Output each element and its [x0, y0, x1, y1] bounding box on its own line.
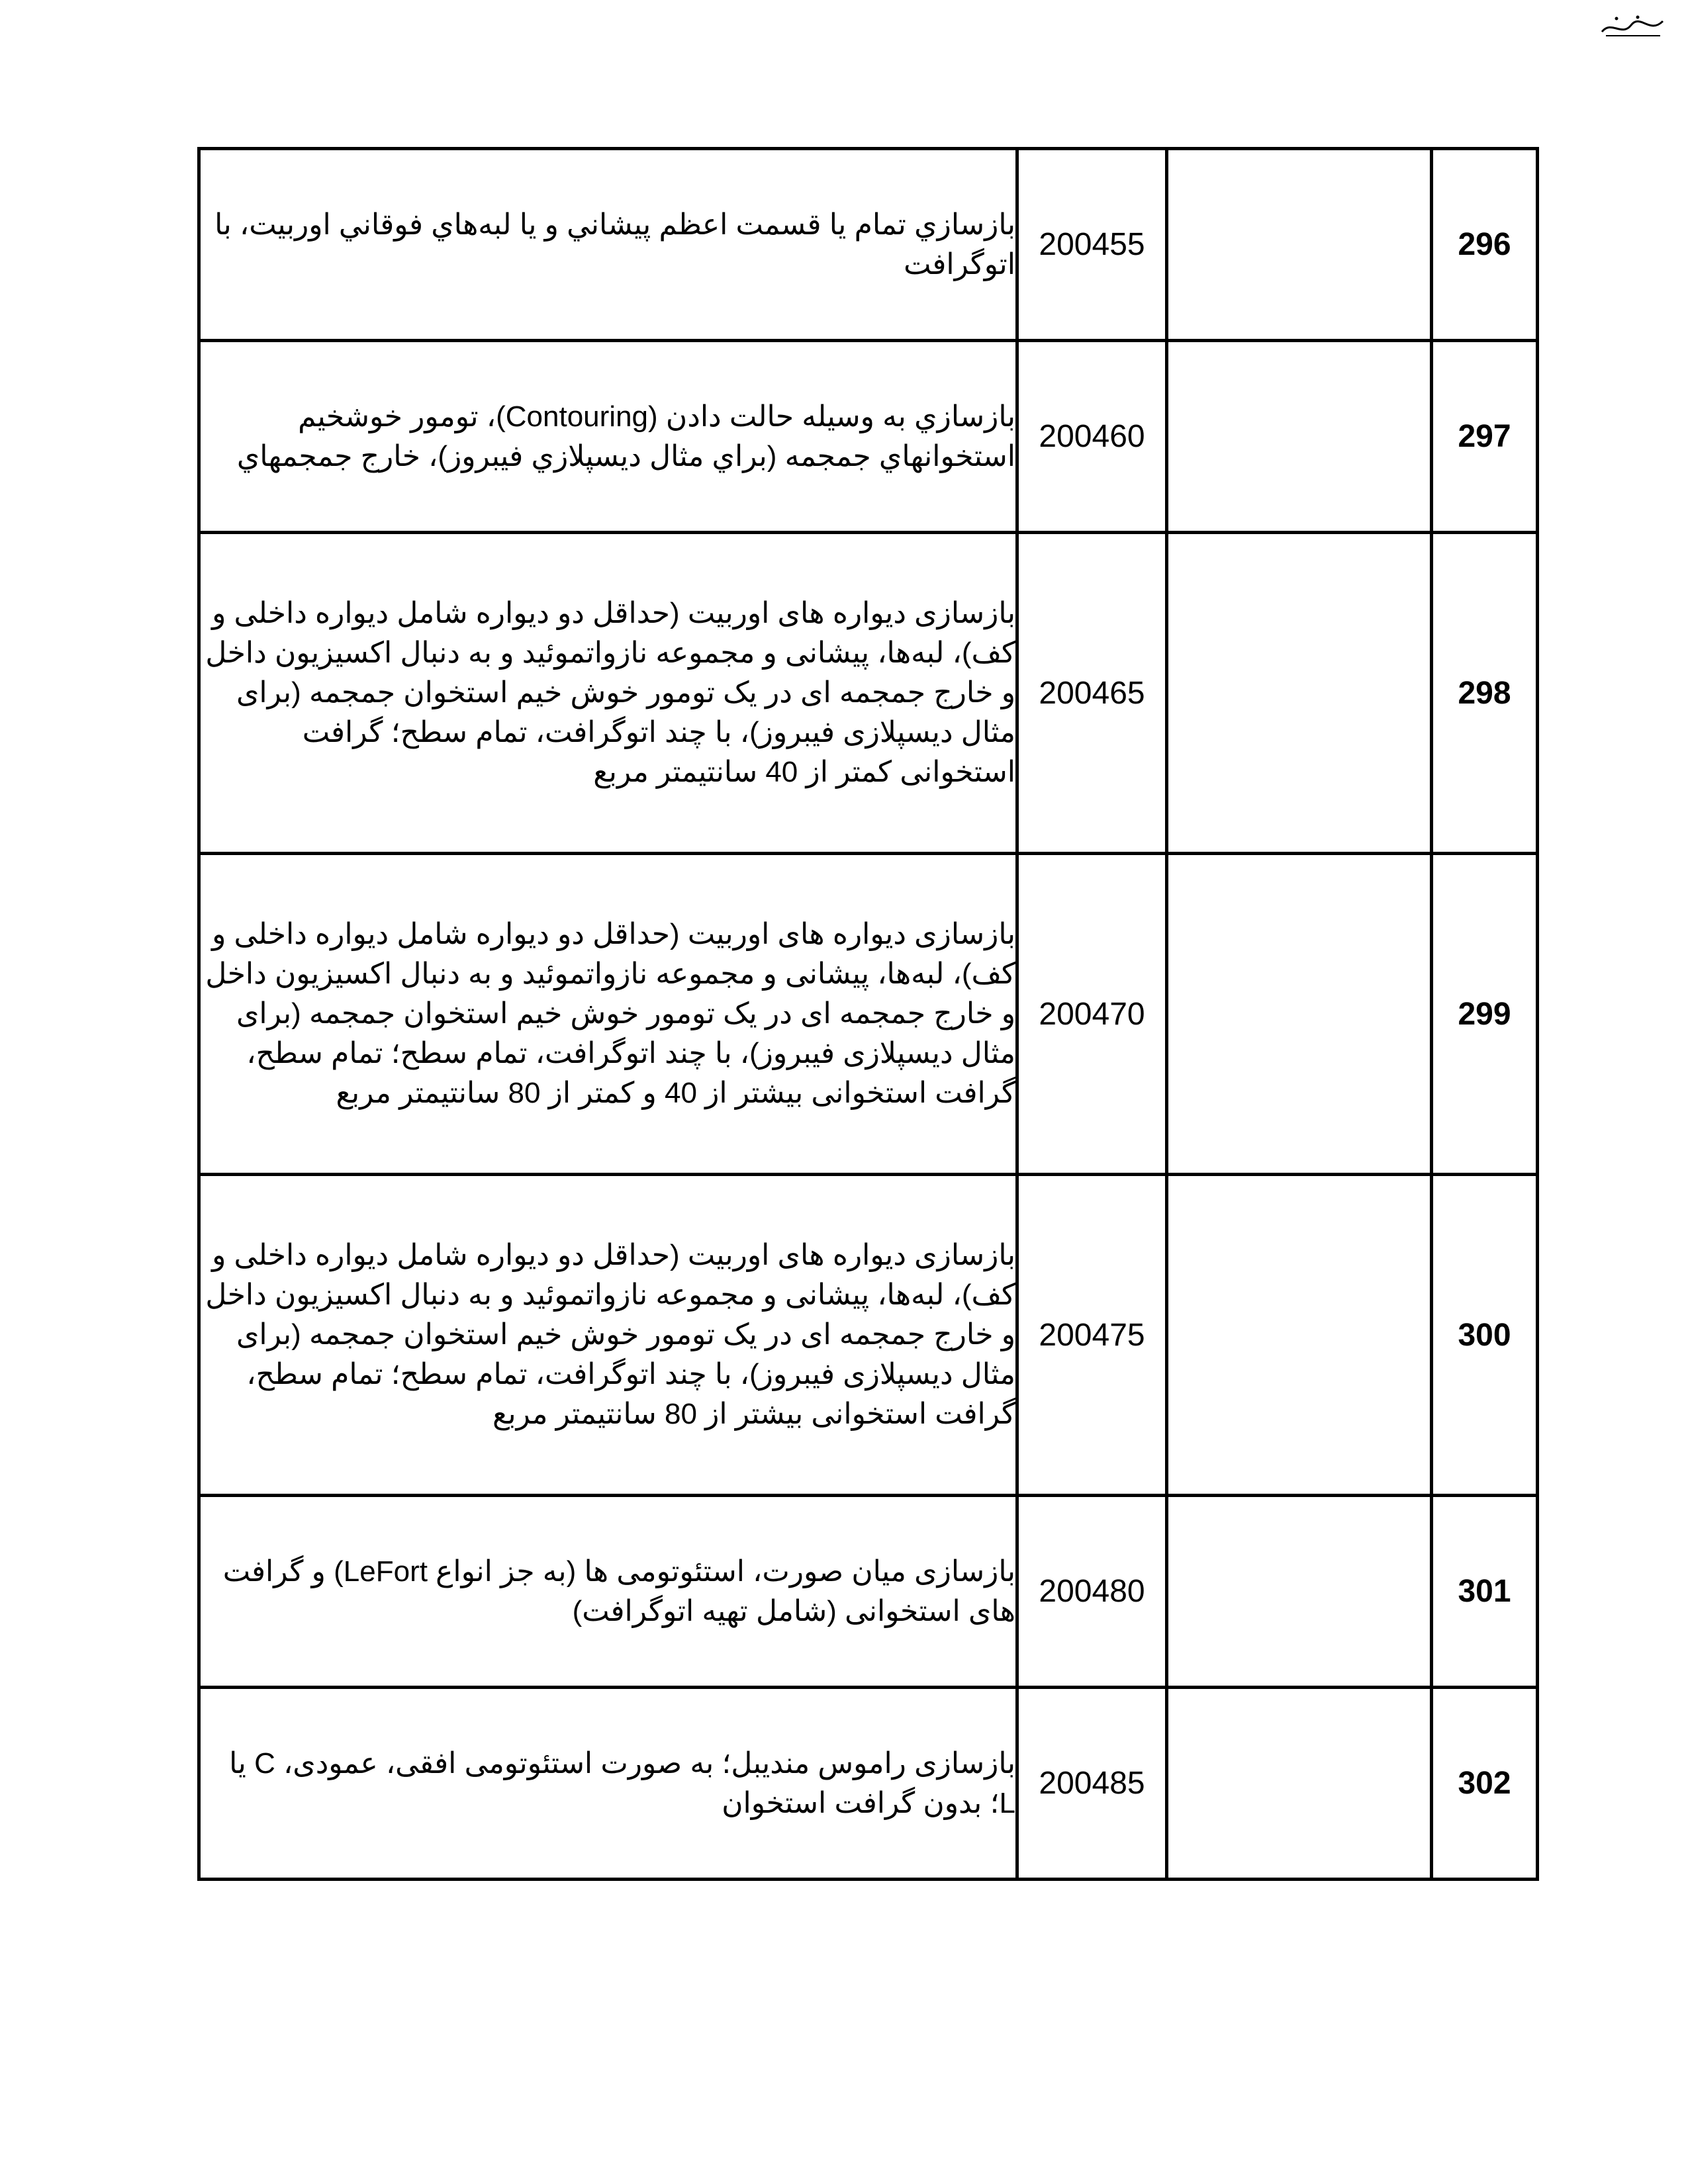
- empty-cell: [1167, 1688, 1432, 1880]
- empty-cell: [1167, 149, 1432, 341]
- table-row: [199, 1496, 1538, 1688]
- service-code: 200480: [1017, 1496, 1167, 1688]
- row-number: 302: [1432, 1688, 1538, 1880]
- service-code: 200470: [1017, 854, 1167, 1175]
- table-row: [199, 854, 1538, 1175]
- service-code: 200455: [1017, 149, 1167, 341]
- service-description: بازسازی میان صورت، استئوتومی ها (به جز انواع LeFort) و گرافت های استخوانی (شامل تهیه اتوگرافت): [199, 1496, 1017, 1688]
- table-row: [199, 149, 1538, 341]
- service-description: بازسازی راموس مندیبل؛ به صورت استئوتومی افقی، عمودی، C یا L؛ بدون گرافت استخوان: [199, 1688, 1017, 1880]
- empty-cell: [1167, 854, 1432, 1175]
- service-description: بازسازی دیواره های اوربیت (حداقل دو دیواره شامل دیواره داخلی و کف)، لبه‌ها، پیشانی و مجموعه نازواتموئید و به دنبال اکسیزیون داخل و خارج جمجمه ای در یک تومور خوش خیم استخوان جمجمه (برای مثال دیسپلازی فیبروز)، با چند اتوگرافت، تمام سطح؛ تمام سطح، گرافت استخوانی بیشتر از 80 سانتیمتر مربع: [199, 1175, 1017, 1496]
- empty-cell: [1167, 341, 1432, 533]
- service-code: 200475: [1017, 1175, 1167, 1496]
- service-description: بازسازي تمام يا قسمت اعظم پيشاني و يا لبه‌هاي فوقاني اوربيت، با اتوگرافت: [199, 149, 1017, 341]
- tariff-table: [197, 147, 1539, 1881]
- row-number: 297: [1432, 341, 1538, 533]
- service-description: بازسازي به وسيله حالت دادن (Contouring)، تومور خوشخيم استخوانهاي جمجمه (براي مثال ديسپلازي فيبروز)، خارج جمجمهاي: [199, 341, 1017, 533]
- row-number: 298: [1432, 533, 1538, 854]
- table-row: [199, 1175, 1538, 1496]
- table-row: [199, 1688, 1538, 1880]
- row-number: 301: [1432, 1496, 1538, 1688]
- service-code: 200460: [1017, 341, 1167, 533]
- table-row: [199, 341, 1538, 533]
- watermark-logo-icon: [1597, 12, 1669, 41]
- table-row: [199, 533, 1538, 854]
- service-code: 200465: [1017, 533, 1167, 854]
- empty-cell: [1167, 1496, 1432, 1688]
- row-number: 296: [1432, 149, 1538, 341]
- empty-cell: [1167, 533, 1432, 854]
- service-code: 200485: [1017, 1688, 1167, 1880]
- row-number: 300: [1432, 1175, 1538, 1496]
- empty-cell: [1167, 1175, 1432, 1496]
- service-description: بازسازی دیواره های اوربیت (حداقل دو دیواره شامل دیواره داخلی و کف)، لبه‌ها، پیشانی و مجموعه نازواتموئید و به دنبال اکسیزیون داخل و خارج جمجمه ای در یک تومور خوش خیم استخوان جمجمه (برای مثال دیسپلازی فیبروز)، با چند اتوگرافت، تمام سطح؛ گرافت استخوانی کمتر از 40 سانتیمتر مربع: [199, 533, 1017, 854]
- service-description: بازسازی دیواره های اوربیت (حداقل دو دیواره شامل دیواره داخلی و کف)، لبه‌ها، پیشانی و مجموعه نازواتموئید و به دنبال اکسیزیون داخل و خارج جمجمه ای در یک تومور خوش خیم استخوان جمجمه (برای مثال دیسپلازی فیبروز)، با چند اتوگرافت، تمام سطح؛ تمام سطح، گرافت استخوانی بیشتر از 40 و کمتر از 80 سانتیمتر مربع: [199, 854, 1017, 1175]
- row-number: 299: [1432, 854, 1538, 1175]
